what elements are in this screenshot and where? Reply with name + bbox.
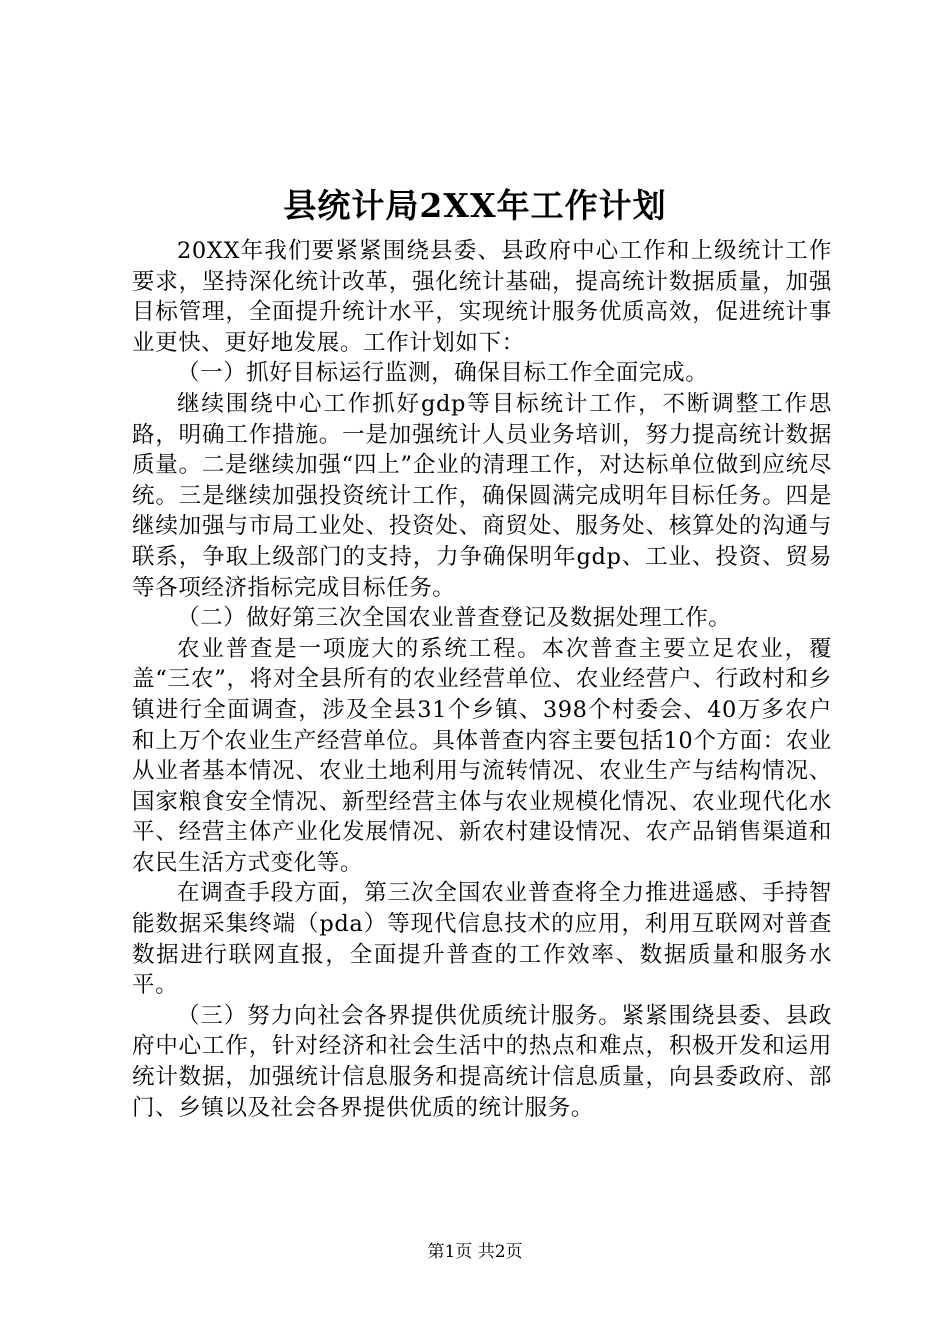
document-body [132, 236, 832, 1123]
document-title: 县统计局2XX年工作计划 [283, 186, 667, 225]
page-number-footer: 第1页 共2页 [427, 1242, 523, 1262]
section-2-paragraph-2: 在调查手段方面，第三次全国农业普查将全力推进遥感、手持智能数据采集终端（pda）等现代信息技术的应用，利用互联网对普查数据进行联网直报，全面提升普查的工作效率、数据质量和服务水平。 [132, 880, 832, 999]
intro-paragraph: 20XX年我们要紧紧围绕县委、县政府中心工作和上级统计工作要求，坚持深化统计改革，强化统计基础，提高统计数据质量，加强目标管理，全面提升统计水平，实现统计服务优质高效，促进统计事业更快、更好地发展。工作计划如下： [132, 238, 832, 356]
section-heading-1: （一）抓好目标运行监测，确保目标工作全面完成。 [177, 360, 709, 387]
section-2-paragraph-1: 农业普查是一项庞大的系统工程。本次普查主要立足农业，覆盖“三农”，将对全县所有的农业经营单位、农业经营户、行政村和乡镇进行全面调查，涉及全县31个乡镇、398个村委会、40万多农户和上万个农业生产经营单位。具体普查内容主要包括10个方面：农业从业者基本情况、农业土地利用与流转情况、农业生产与结构情况、国家粮食安全情况、新型经营主体与农业规模化情况、农业现代化水平、经营主体产业化发展情况、新农村建设情况、农产品销售渠道和农民生活方式变化等。 [132, 635, 832, 876]
section-heading-2: （二）做好第三次全国农业普查登记及数据处理工作。 [177, 605, 732, 632]
section-1-paragraph: 继续围绕中心工作抓好gdp等目标统计工作，不断调整工作思路，明确工作措施。一是加强统计人员业务培训，努力提高统计数据质量。二是继续加强“四上”企业的清理工作，对达标单位做到应统尽统。三是继续加强投资统计工作，确保圆满完成明年目标任务。四是继续加强与市局工业处、投资处、商贸处、服务处、核算处的沟通与联系，争取上级部门的支持，力争确保明年gdp、工业、投资、贸易等各项经济指标完成目标任务。 [132, 390, 832, 601]
section-3-paragraph: （三）努力向社会各界提供优质统计服务。紧紧围绕县委、县政府中心工作，针对经济和社会生活中的热点和难点，积极开发和运用统计数据，加强统计信息服务和提高统计信息质量，向县委政府、部门、乡镇以及社会各界提供优质的统计服务。 [132, 1002, 832, 1121]
